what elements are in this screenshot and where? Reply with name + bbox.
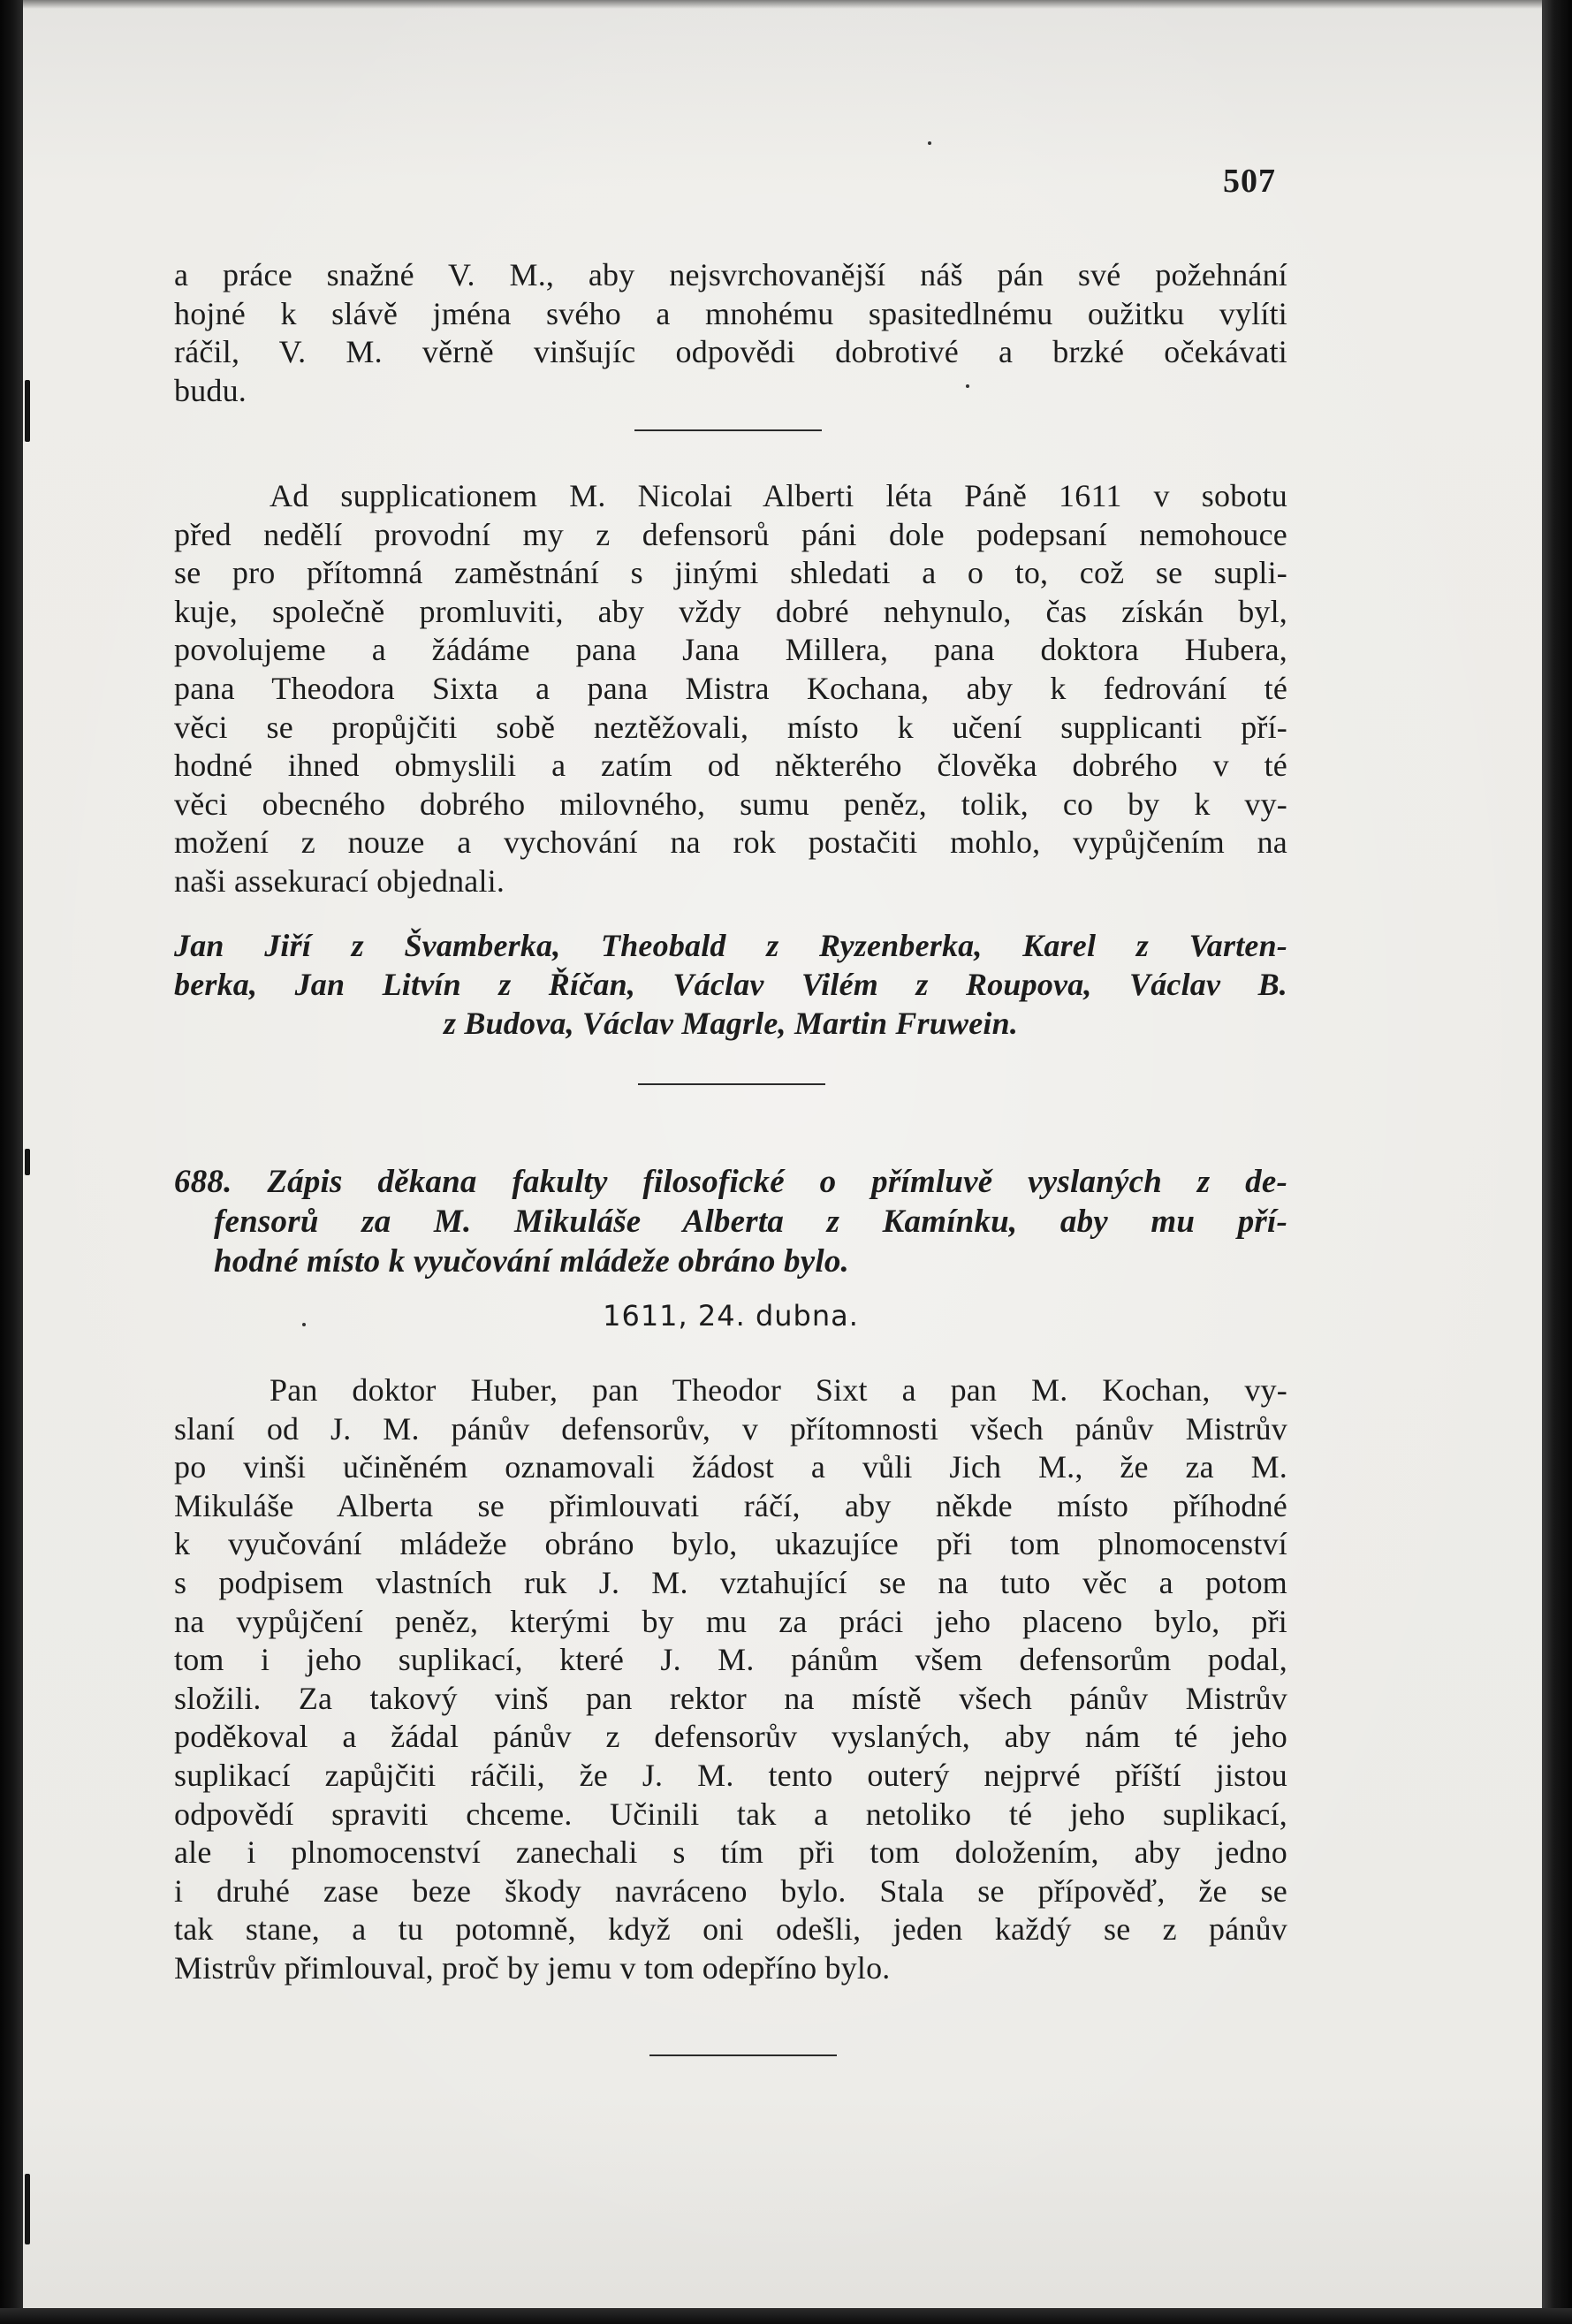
scan-right-border [1542, 0, 1572, 2324]
text-line: věci se propůjčiti sobě neztěžovali, místo k učení supplicanti pří- [174, 709, 1287, 745]
heading-line: 688. Zápis děkana fakulty filosofické o přímluvě vyslaných z de- [174, 1164, 1287, 1200]
text-line: s podpisem vlastních ruk J. M. vztahující se na tuto věc a potom [174, 1564, 1287, 1600]
entry-body [174, 1371, 1287, 1988]
page-number: 507 [1223, 163, 1276, 200]
text-line: k vyučování mládeže obráno bylo, ukazujíce při tom plnomocenství [174, 1526, 1287, 1562]
speck [928, 141, 931, 145]
text-line: slaní od J. M. pánův defensorův, v přítomnosti všech pánův Mistrův [174, 1410, 1287, 1447]
text-line: před nedělí provodní my z defensorů páni dole podepsaní nemohouce [174, 516, 1287, 552]
section-divider [634, 429, 822, 431]
text-line: Mikuláše Alberta se přimlouvati ráčí, aby někde místo příhodné [174, 1487, 1287, 1523]
supplication-paragraph [174, 477, 1287, 901]
text-line: poděkoval a žádal pánův z defensorův vyslaných, aby nám té jeho [174, 1719, 1287, 1755]
text-line: naši assekurací objednali. [174, 862, 505, 899]
signatures [174, 926, 1287, 1043]
text-line: složili. Za takový vinš pan rektor na místě všech pánův Mistrův [174, 1680, 1287, 1716]
text-line: kuje, společně promluviti, aby vždy dobré nehynulo, čas získán byl, [174, 593, 1287, 629]
text-line: po vinši učiněném oznamovali žádost a vůli Jich M., že za M. [174, 1449, 1287, 1485]
text-line: suplikací zapůjčiti ráčili, že J. M. tento outerý nejprvé příští jistou [174, 1757, 1287, 1793]
scan-left-border [0, 0, 23, 2324]
text-line: Mistrův přimlouval, proč by jemu v tom odepříno bylo. [174, 1949, 891, 1986]
text-line: Pan doktor Huber, pan Theodor Sixt a pan M. Kochan, vy- [270, 1372, 1287, 1408]
text-line: věci obecného dobrého milovného, sumu peněz, tolik, co by k vy- [174, 786, 1287, 822]
text-line: povolujeme a žádáme pana Jana Millera, pana doktora Hubera, [174, 632, 1287, 668]
signature-line: berka, Jan Litvín z Říčan, Václav Vilém z Roupova, Václav B. [174, 967, 1287, 1002]
entry-heading [174, 1162, 1287, 1281]
text-line: se pro přítomná zaměstnání s jinými shledati a o to, což se supli- [174, 555, 1287, 591]
margin-mark [25, 380, 30, 442]
text-line: odpovědí spraviti chceme. Učinili tak a netoliko té jeho suplikací, [174, 1796, 1287, 1832]
text-line: Ad supplicationem M. Nicolai Alberti léta Páně 1611 v sobotu [270, 478, 1287, 513]
signature-line: Jan Jiří z Švamberka, Theobald z Ryzenberka, Karel z Varten- [174, 928, 1287, 963]
heading-line: fensorů za M. Mikuláše Alberta z Kamínku, aby mu pří- [214, 1204, 1287, 1240]
text-line: ráčil, V. M. věrně vinšujíc odpovědi dobrotivé a brzké očekávati [174, 334, 1287, 370]
section-divider [638, 1083, 825, 1085]
text-line: tak stane, a tu potomně, když oni odešli, jeden každý se z pánův [174, 1911, 1287, 1948]
scan-top-shadow [0, 0, 1572, 9]
text-line: budu. [174, 372, 247, 408]
margin-mark [25, 2174, 30, 2244]
section-divider [649, 2054, 837, 2056]
scan-bottom-border [0, 2308, 1572, 2324]
entry-date: 1611, 24. dubna. [603, 1299, 859, 1333]
heading-line: hodné místo k vyučování mládeže obráno bylo. [214, 1243, 849, 1280]
text-line: možení z nouze a vychování na rok postačiti mohlo, vypůjčením na [174, 824, 1287, 861]
text-line: tom i jeho suplikací, které J. M. pánům všem defensorům podal, [174, 1642, 1287, 1678]
text-line: a práce snažné V. M., aby nejsvrchovanější náš pán své požehnání [174, 257, 1287, 292]
text-line: pana Theodora Sixta a pana Mistra Kochana, aby k fedrování té [174, 670, 1287, 706]
intro-paragraph [174, 256, 1287, 410]
text-line: hodné ihned obmyslili a zatím od některého člověka dobrého v té [174, 748, 1287, 784]
text-line: hojné k slávě jména svého a mnohému spasitedlnému oužitku vylíti [174, 295, 1287, 331]
text-line: na vypůjčení peněz, kterými by mu za práci jeho placeno bylo, při [174, 1603, 1287, 1639]
text-line: i druhé zase beze škody navráceno bylo. Stala se přípověď, že se [174, 1872, 1287, 1909]
margin-mark [25, 1149, 30, 1175]
text-line: ale i plnomocenství zanechali s tím při tom doložením, aby jedno [174, 1834, 1287, 1871]
signature-line: z Budova, Václav Magrle, Martin Fruwein. [443, 1006, 1019, 1041]
